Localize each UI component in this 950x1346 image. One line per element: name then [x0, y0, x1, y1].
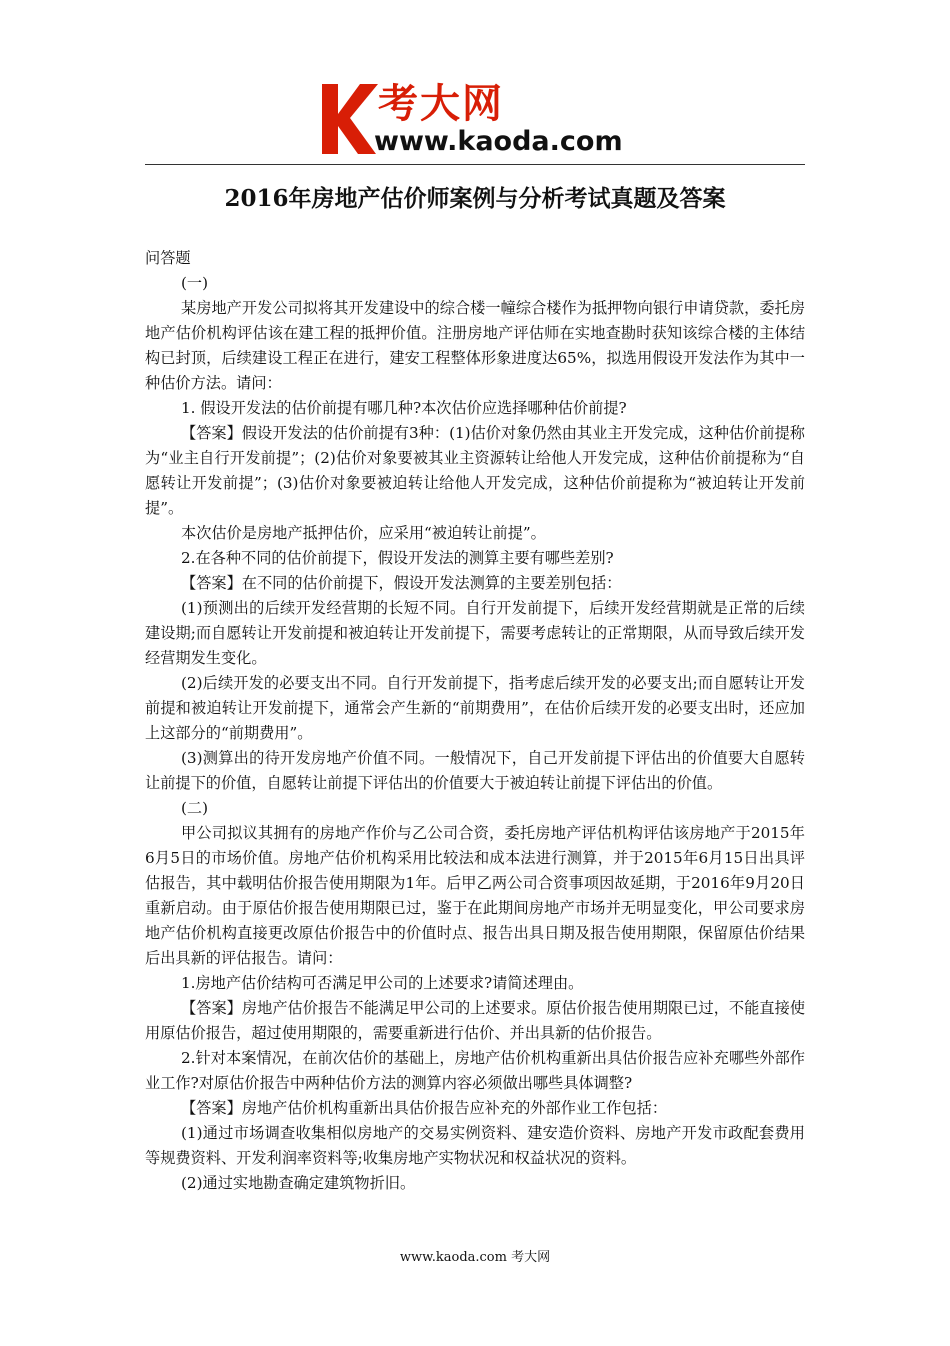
paragraph: (2)通过实地勘查确定建筑物折旧。: [181, 1174, 416, 1192]
k-logo-icon: [318, 80, 380, 158]
paragraph: 甲公司拟议其拥有的房地产作价与乙公司合资，委托房地产评估机构评估该房地产于2015年6月5日的市场价值。房地产估价机构采用比较法和成本法进行测算，并于2015年6月15日出具评估报告，其中载明估价报告使用期限为1年。后甲乙两公司合资事项因故延期，于2016年9月20日重新启动。由于原估价报告使用期限已过，鉴于在此期间房地产市场并无明显变化，甲公司要求房地产估价机构直接更改原估价报告中的价值时点、报告出具日期及报告使用期限，保留原估价结果后出具新的评估报告。请问：: [145, 824, 805, 967]
paragraph: 1. 假设开发法的估价前提有哪几种?本次估价应选择哪种估价前提?: [181, 399, 627, 417]
paragraph: (二): [181, 799, 209, 817]
paragraph: 2.针对本案情况，在前次估价的基础上，房地产估价机构重新出具估价报告应补充哪些外部作业工作?对原估价报告中两种估价方法的测算内容必须做出哪些具体调整?: [145, 1049, 805, 1092]
paragraph: 【答案】假设开发法的估价前提有3种：(1)估价对象仍然由其业主开发完成，这种估价前提称为“业主自行开发前提”；(2)估价对象要被其业主资源转让给他人开发完成，这种估价前提称为“自愿转让开发前提”；(3)估价对象要被迫转让给他人开发完成，这种估价前提称为“被迫转让开发前提”。: [145, 424, 805, 517]
header-divider: [145, 164, 805, 165]
paragraph: 【答案】在不同的估价前提下，假设开发法测算的主要差别包括：: [181, 574, 622, 592]
paragraph: 某房地产开发公司拟将其开发建设中的综合楼一幢综合楼作为抵押物向银行申请贷款，委托房地产估价机构评估该在建工程的抵押价值。注册房地产评估师在实地查勘时获知该综合楼的主体结构已封顶，后续建设工程正在进行，建安工程整体形象进度达65%，拟选用假设开发法作为其中一种估价方法。请问：: [145, 299, 805, 392]
paragraph: 本次估价是房地产抵押估价，应采用“被迫转让前提”。: [181, 524, 546, 542]
logo-text-cn: 考大网: [378, 81, 504, 127]
paragraph: (1)预测出的后续开发经营期的长短不同。自行开发前提下，后续开发经营期就是正常的后续建设期;而自愿转让开发前提和被迫转让开发前提下，需要考虑转让的正常期限，从而导致后续开发经营期发生变化。: [145, 599, 805, 667]
logo-text-url: www.kaoda.com: [374, 126, 623, 157]
paragraph: 【答案】房地产估价报告不能满足甲公司的上述要求。原估价报告使用期限已过，不能直接使用原估价报告，超过使用期限的，需要重新进行估价、并出具新的估价报告。: [145, 999, 805, 1042]
document-body: [145, 246, 805, 1196]
page-footer[interactable]: www.kaoda.com 考大网: [399, 1250, 551, 1265]
paragraph: (3)测算出的待开发房地产价值不同。一般情况下，自己开发前提下评估出的价值要大自愿转让前提下的价值，自愿转让前提下评估出的价值要大于被迫转让前提下评估出的价值。: [145, 749, 805, 792]
paragraph: 问答题: [145, 249, 191, 267]
paragraph: (1)通过市场调查收集相似房地产的交易实例资料、建安造价资料、房地产开发市政配套费用等规费资料、开发利润率资料等;收集房地产实物状况和权益状况的资料。: [145, 1124, 805, 1167]
paragraph: 【答案】房地产估价机构重新出具估价报告应补充的外部作业工作包括：: [181, 1099, 667, 1117]
site-logo[interactable]: [318, 80, 638, 160]
page-title: 2016年房地产估价师案例与分析考试真题及答案: [224, 185, 726, 212]
paragraph: (2)后续开发的必要支出不同。自行开发前提下，指考虑后续开发的必要支出;而自愿转让开发前提和被迫转让开发前提下，通常会产生新的“前期费用”，在估价后续开发的必要支出时，还应加上这部分的“前期费用”。: [145, 674, 805, 742]
paragraph: (一): [181, 274, 209, 292]
paragraph: 1.房地产估价结构可否满足甲公司的上述要求?请简述理由。: [181, 974, 584, 992]
paragraph: 2.在各种不同的估价前提下，假设开发法的测算主要有哪些差别?: [181, 549, 614, 567]
